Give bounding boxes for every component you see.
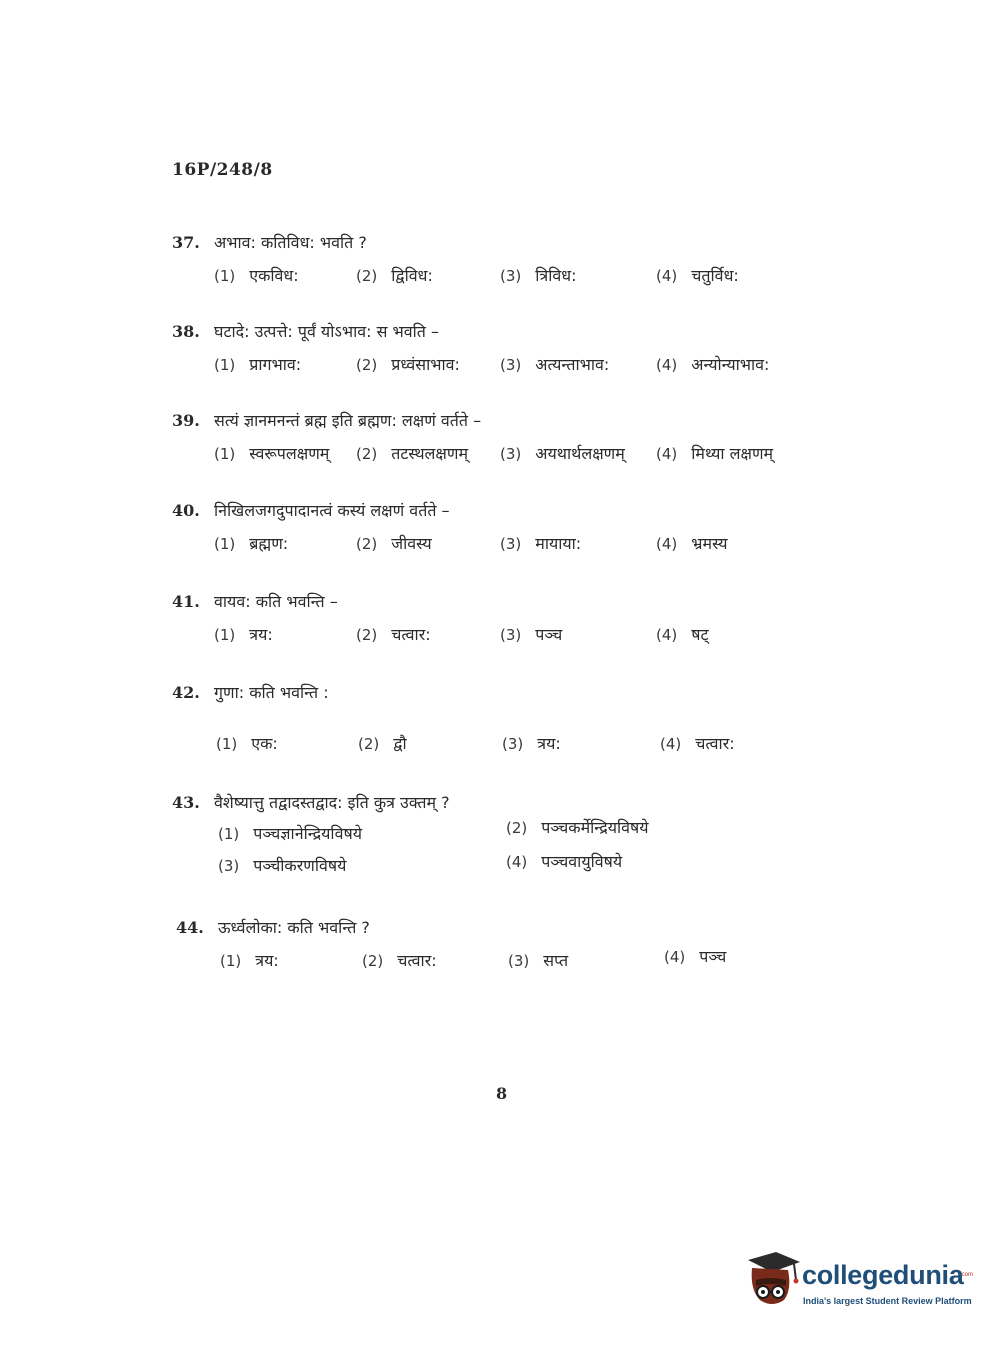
- option-2: (2) चत्वार:: [356, 625, 431, 644]
- options-row: [172, 532, 852, 562]
- option-4: (4) चतुर्विध:: [656, 266, 739, 285]
- question-number: 39.: [172, 410, 200, 430]
- question-text: अभाव: कतिविध: भवति ?: [214, 233, 367, 252]
- option-4: (4) अन्योन्याभाव:: [656, 355, 770, 374]
- option-4: (4) पञ्चवायुविषये: [506, 852, 623, 871]
- question-text: गुणा: कति भवन्ति :: [214, 683, 329, 702]
- question-40: [172, 496, 852, 562]
- option-3: (3) मायाया:: [500, 534, 582, 553]
- option-2: (2) चत्वार:: [362, 951, 437, 970]
- options-row: [172, 818, 852, 852]
- question-39: [172, 406, 852, 472]
- question-number: 40.: [172, 500, 200, 520]
- options-row: [176, 949, 856, 979]
- question-text: निखिलजगदुपादानत्वं कस्यं लक्षणं वर्तते –: [214, 501, 450, 520]
- logo-wordmark: collegedunia: [802, 1260, 964, 1290]
- option-2: (2) द्विविध:: [356, 266, 433, 285]
- options-row: [172, 442, 852, 472]
- question-text: सत्यं ज्ञानमनन्तं ब्रह्म इति ब्रह्मण: लक्षणं वर्तते –: [214, 411, 482, 430]
- option-4: (4) षट्: [656, 625, 709, 644]
- collegedunia-logo: [742, 1250, 972, 1312]
- option-1: (1) एकविध:: [214, 266, 299, 285]
- question-text: वैशेष्यात्तु तद्वादस्तद्वाद: इति कुत्र उक्तम् ?: [214, 793, 450, 812]
- option-2: (2) द्वौ: [358, 734, 407, 753]
- option-4: (4) चत्वार:: [660, 734, 735, 753]
- options-row: [172, 353, 852, 383]
- question-number: 41.: [172, 591, 200, 611]
- option-2: (2) तटस्थलक्षणम्: [356, 444, 469, 463]
- options-row: [172, 264, 852, 294]
- option-3: (3) त्रय:: [502, 734, 561, 753]
- question-text: घटादे: उत्पत्ते: पूर्वं योऽभाव: स भवति –: [214, 322, 439, 341]
- option-3: (3) पञ्चीकरणविषये: [218, 856, 347, 875]
- option-1: (1) पञ्चज्ञानेन्द्रियविषये: [218, 824, 363, 843]
- option-3: (3) सप्त: [508, 951, 569, 970]
- question-number: 37.: [172, 232, 200, 252]
- question-37: [172, 228, 852, 294]
- option-1: (1) स्वरूपलक्षणम्: [214, 444, 330, 463]
- options-row: [172, 623, 852, 653]
- option-3: (3) पञ्च: [500, 625, 563, 644]
- option-2: (2) प्रध्वंसाभाव:: [356, 355, 460, 374]
- option-2: (2) पञ्चकर्मेन्द्रियविषये: [506, 818, 649, 837]
- option-3: (3) त्रिविध:: [500, 266, 577, 285]
- option-1: (1) एक:: [216, 734, 278, 753]
- question-43: [172, 788, 852, 884]
- question-42: [172, 678, 852, 762]
- logo-suffix: .com: [960, 1272, 974, 1278]
- question-number: 43.: [172, 792, 200, 812]
- question-text: ऊर्ध्वलोका: कति भवन्ति ?: [218, 918, 370, 937]
- question-44: [176, 913, 856, 979]
- graduate-mascot-icon: [742, 1250, 802, 1312]
- paper-code: 16P/248/8: [172, 160, 273, 180]
- option-4: (4) मिथ्या लक्षणम्: [656, 444, 774, 463]
- page-number: 8: [496, 1084, 508, 1103]
- question-41: [172, 587, 852, 653]
- option-1: (1) ब्रह्मण:: [214, 534, 289, 553]
- option-3: (3) अत्यन्ताभाव:: [500, 355, 610, 374]
- option-2: (2) जीवस्य: [356, 534, 432, 553]
- option-1: (1) त्रय:: [220, 951, 279, 970]
- option-4: (4) पञ्च: [664, 947, 727, 966]
- option-3: (3) अयथार्थलक्षणम्: [500, 444, 625, 463]
- question-number: 44.: [176, 917, 204, 937]
- option-1: (1) प्रागभाव:: [214, 355, 302, 374]
- question-number: 38.: [172, 321, 200, 341]
- option-1: (1) त्रय:: [214, 625, 273, 644]
- options-row: [172, 854, 852, 884]
- question-text: वायव: कति भवन्ति –: [214, 592, 338, 611]
- option-4: (4) भ्रमस्य: [656, 534, 728, 553]
- logo-tagline: India's largest Student Review Platform: [803, 1296, 972, 1306]
- question-38: [172, 317, 852, 383]
- options-row: [172, 732, 852, 762]
- question-number: 42.: [172, 682, 200, 702]
